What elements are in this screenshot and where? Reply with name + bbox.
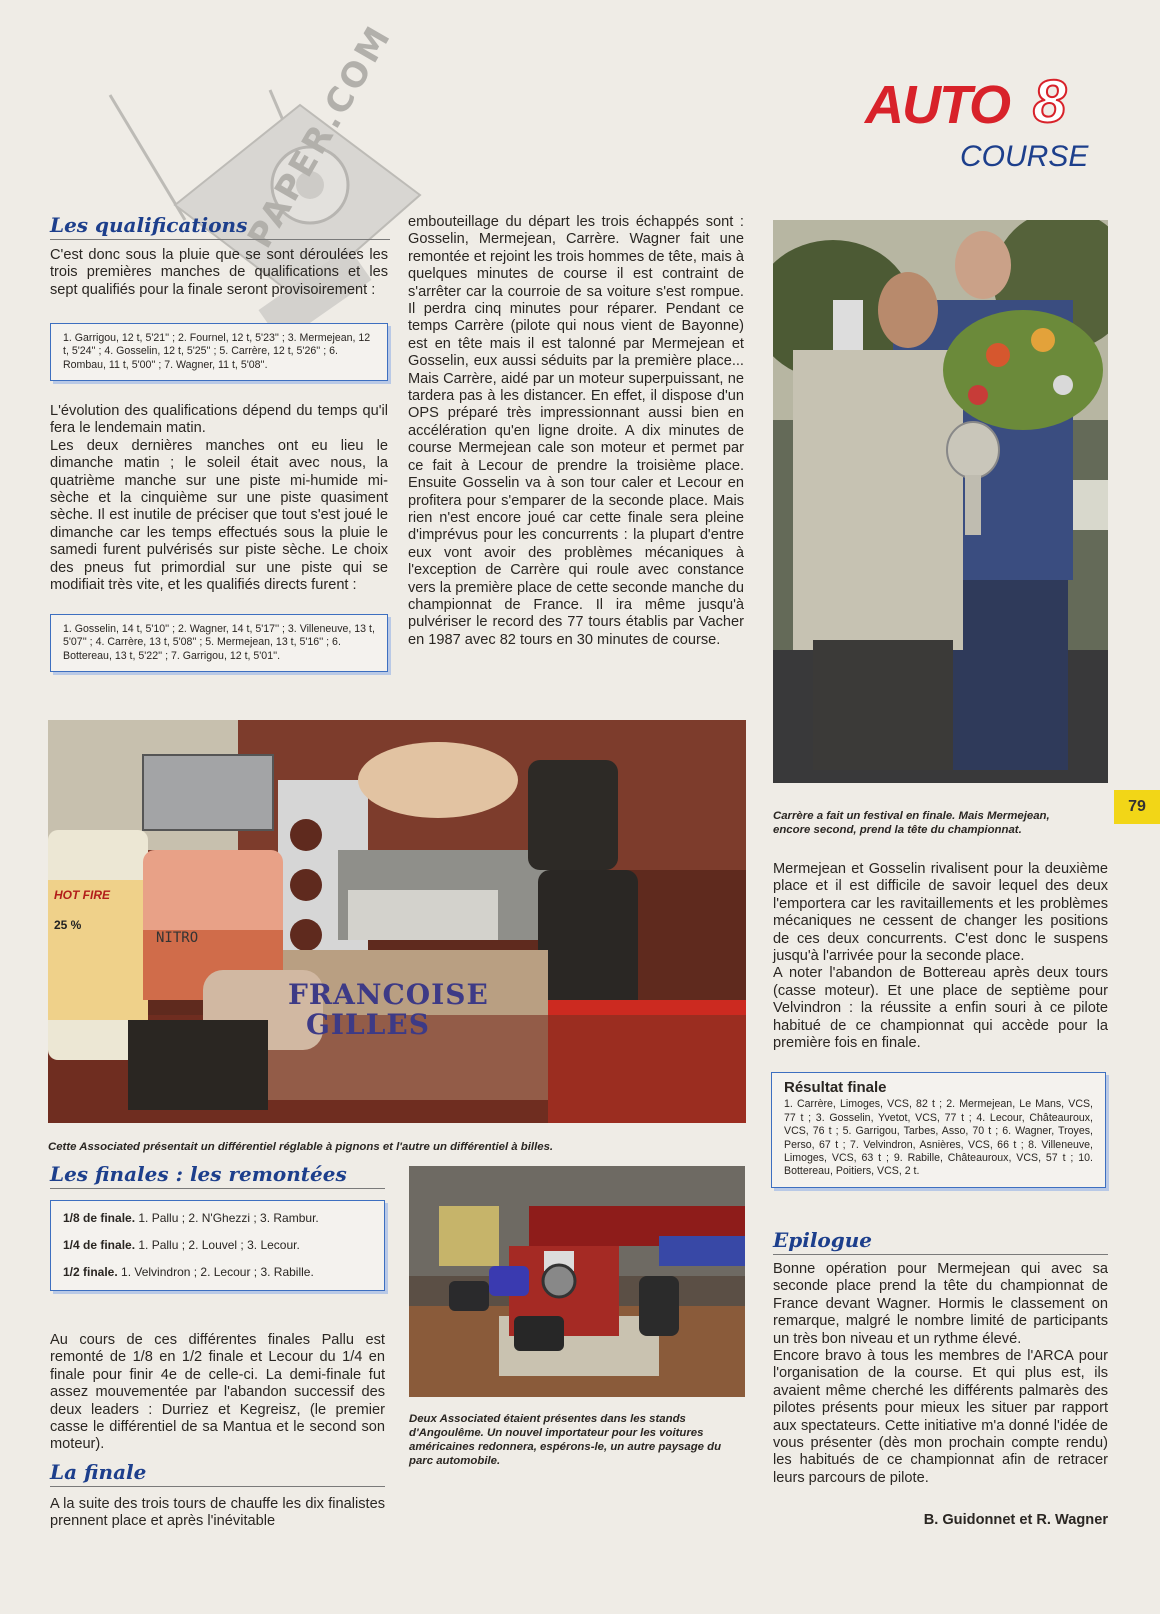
qualifications-heading: Les qualifications <box>50 213 390 240</box>
finales-item-half-text: 1. Velvindron ; 2. Lecour ; 3. Rabille. <box>117 1265 314 1279</box>
crate-line-2: GILLES <box>306 1008 430 1041</box>
bottle-percent: 25 % <box>54 918 82 932</box>
page-number: 79 <box>1114 790 1160 824</box>
finales-item-half <box>63 1265 372 1280</box>
podium-caption: Carrère a fait un festival en finale. Mais Mermejean, encore second, prend la tête du championnat. <box>773 810 1050 836</box>
workbench-photo-image <box>48 720 746 1123</box>
car-photo-image <box>409 1166 745 1397</box>
workbench-caption: Cette Associated présentait un différentiel réglable à pignons et l'autre un différentiel à billes. <box>48 1141 554 1153</box>
magazine-logo <box>865 68 1105 188</box>
podium-photo <box>773 220 1108 783</box>
finales-item-eighth-text: 1. Pallu ; 2. N'Ghezzi ; 3. Rambur. <box>135 1211 319 1225</box>
finales-heading: Les finales : les remontées <box>50 1162 385 1189</box>
finales-text: Au cours de ces différentes finales Pallu est remonté de 1/8 en 1/2 finale et Lecour du 1/4 en finale pour finir 4e de celle-ci. La demi-finale fut assez mouvementée par l'abandon successif des deux leaders : Durriez et Kegreisz, (le premier casse le différentiel de sa Mantua et le second son moteur). <box>50 1332 385 1453</box>
epilogue-text: Bonne opération pour Mermejean qui avec sa seconde place prend la tête du championnat de France devant Wagner. Hormis le classement on remarque, malgré le nombre limité de participants un très bon niveau et un rythme élevé. Encore bravo à tous les membres de l'ARCA pour l'organisation de la course. Et qui plus est, ils avaient même cherché les différents palmarès des pilotes présents pour mieux les situer par rapport aux spectateurs. Cette initiative m'a donné l'idée de vous présenter (dès mon prochain compte rendu) les habitués de ce championnat afin de retracer leurs parcours de pilote. <box>773 1261 1108 1486</box>
finales-item-quarter-text: 1. Pallu ; 2. Louvel ; 3. Lecour. <box>135 1238 300 1252</box>
final-results-text: 1. Carrère, Limoges, VCS, 82 t ; 2. Mermejean, Le Mans, VCS, 77 t ; 3. Gosselin, Yvetot, VCS, 77 t ; 4. Lecour, Châteauroux, VCS, 76 t ; 5. Garrigou, Tarbes, Asso, 70 t ; 6. Wagner, Troyes, Perso, 67 t ; 7. Velvindron, Asnières, VCS, 66 t ; 8. Villeneuve, Limoges, VCS, 63 t ; 9. Rabille, Châteauroux, VCS, 57 t ; 10. Bottereau, Poitiers, VCS, 2 t. <box>784 1098 1093 1178</box>
finales-item-half-label: 1/2 finale. <box>63 1265 118 1279</box>
final-results-box <box>771 1072 1106 1188</box>
logo-course: COURSE <box>960 140 1089 173</box>
finales-item-quarter-label: 1/4 de finale. <box>63 1238 136 1252</box>
finale-heading: La finale <box>50 1460 385 1487</box>
crate-text <box>288 980 489 1040</box>
car-photo <box>409 1166 745 1397</box>
crate-line-1: FRANCOISE <box>288 978 489 1011</box>
finales-item-quarter <box>63 1238 372 1253</box>
qualifications-intro: C'est donc sous la pluie que se sont déroulées les trois premières manches de qualifications et les sept qualifiés pour la finale seront provisoirement : <box>50 247 388 298</box>
bottle-label <box>54 888 140 932</box>
logo-auto: AUTO <box>865 75 1010 135</box>
watermark-text: PAPER.COM <box>240 17 400 255</box>
finales-item-eighth <box>63 1211 372 1226</box>
qualifications-box-provisional: 1. Garrigou, 12 t, 5'21'' ; 2. Fournel, 12 t, 5'23'' ; 3. Mermejean, 12 t, 5'24'' ; 4. Gosselin, 12 t, 5'25'' ; 5. Carrère, 12 t, 5'26'' ; 6. Rombau, 11 t, 5'00'' ; 7. Wagner, 11 t, 5'08''. <box>50 323 388 381</box>
logo-number: 8 <box>1033 68 1067 135</box>
race-report-text: embouteillage du départ les trois échappés sont : Gosselin, Mermejean, Carrère. Wagner fait une remontée et rejoint les trois hommes de tête, mais à quelques minutes de course il est contraint de s'arrêter car la courroie de sa voiture s'est rompue. Il perdra cinq minutes pour réparer. Pendant ce temps Carrère (pilote qui nous vient de Bayonne) est en tête mais il est talonné par Mermejean et Gosselin, eux aussi séduits par la première place... Mais Carrère, aidé par un moteur superpuissant, ne tardera pas à les distancer. En effet, il dispose d'un OPS préparé très impressionnant aussi bien en accélération qu'en ligne droite. A dix minutes de course Mermejean cale son moteur et permet par ce fait à Lecour de prendre la troisième place. Ensuite Gosselin va à son tour caler et Lecour en profitera pour s'emparer de la seconde place. Mais rien n'est encore joué car cette finale sera pleine d'imprévus pour les concurrents : la plupart d'entre eux vont avoir des problèmes mécaniques à l'exception de Carrère qui roule avec constance vers la première place de cette seconde manche du championnat de France. Il ira même jusqu'à pulvériser le record des 77 tours établis par Vacher en 1987 avec 82 tours en 30 minutes de course. <box>408 214 744 648</box>
qualifications-box-direct: 1. Gosselin, 14 t, 5'10'' ; 2. Wagner, 14 t, 5'17'' ; 3. Villeneuve, 13 t, 5'07'' ; 4. Carrère, 13 t, 5'08'' ; 5. Mermejean, 13 t, 5'16'' ; 6. Bottereau, 13 t, 5'22'' ; 7. Garrigou, 12 t, 5'01''. <box>50 614 388 672</box>
workbench-photo <box>48 720 746 1123</box>
jerrycan-label: NITRO <box>156 930 199 946</box>
second-place-text: Mermejean et Gosselin rivalisent pour la deuxième place et il est difficile de savoir lequel des deux l'emportera car les ravitaillements et les problèmes mécaniques ne cessent de changer les positions de ces deux concurrents. C'est donc le suspens jusqu'à l'arrivée pour la seconde place. A noter l'abandon de Bottereau après deux tours (casse moteur). Et une place de septième pour Velvindron : la réussite a enfin souri à ce pilote habitué de ce championnat qui accède pour la première fois en finale. <box>773 861 1108 1052</box>
qualifications-text: L'évolution des qualifications dépend du temps qu'il fera le lendemain matin. Les deux dernières manches ont eu lieu le dimanche matin ; le soleil était avec nous, la quatrième manche sur une piste mi-humide mi-sèche et la cinquième sur une piste quasiment sèche. Il est inutile de préciser que tout s'est joué le dimanche car les temps effectués sous la pluie le samedi furent pulvérisés sur piste sèche. Le choix des pneus fut primordial sur une piste qui se modifiait très vite, et les qualifiés directs furent : <box>50 403 388 594</box>
author-signature: B. Guidonnet et R. Wagner <box>923 1512 1108 1528</box>
epilogue-heading: Epilogue <box>773 1228 1108 1255</box>
final-results-title: Résultat finale <box>784 1079 887 1096</box>
finales-item-eighth-label: 1/8 de finale. <box>63 1211 136 1225</box>
finales-box <box>50 1200 385 1291</box>
car-caption: Deux Associated étaient présentes dans les stands d'Angoulême. Un nouvel importateur pour les voitures américaines redonnera, espérons-le, un autre paysage du parc automobile. <box>409 1413 722 1467</box>
podium-photo-image <box>773 220 1108 783</box>
bottle-brand: HOT FIRE <box>54 888 110 902</box>
finale-text: A la suite des trois tours de chauffe les dix finalistes prennent place et après l'inévitable <box>50 1496 385 1530</box>
